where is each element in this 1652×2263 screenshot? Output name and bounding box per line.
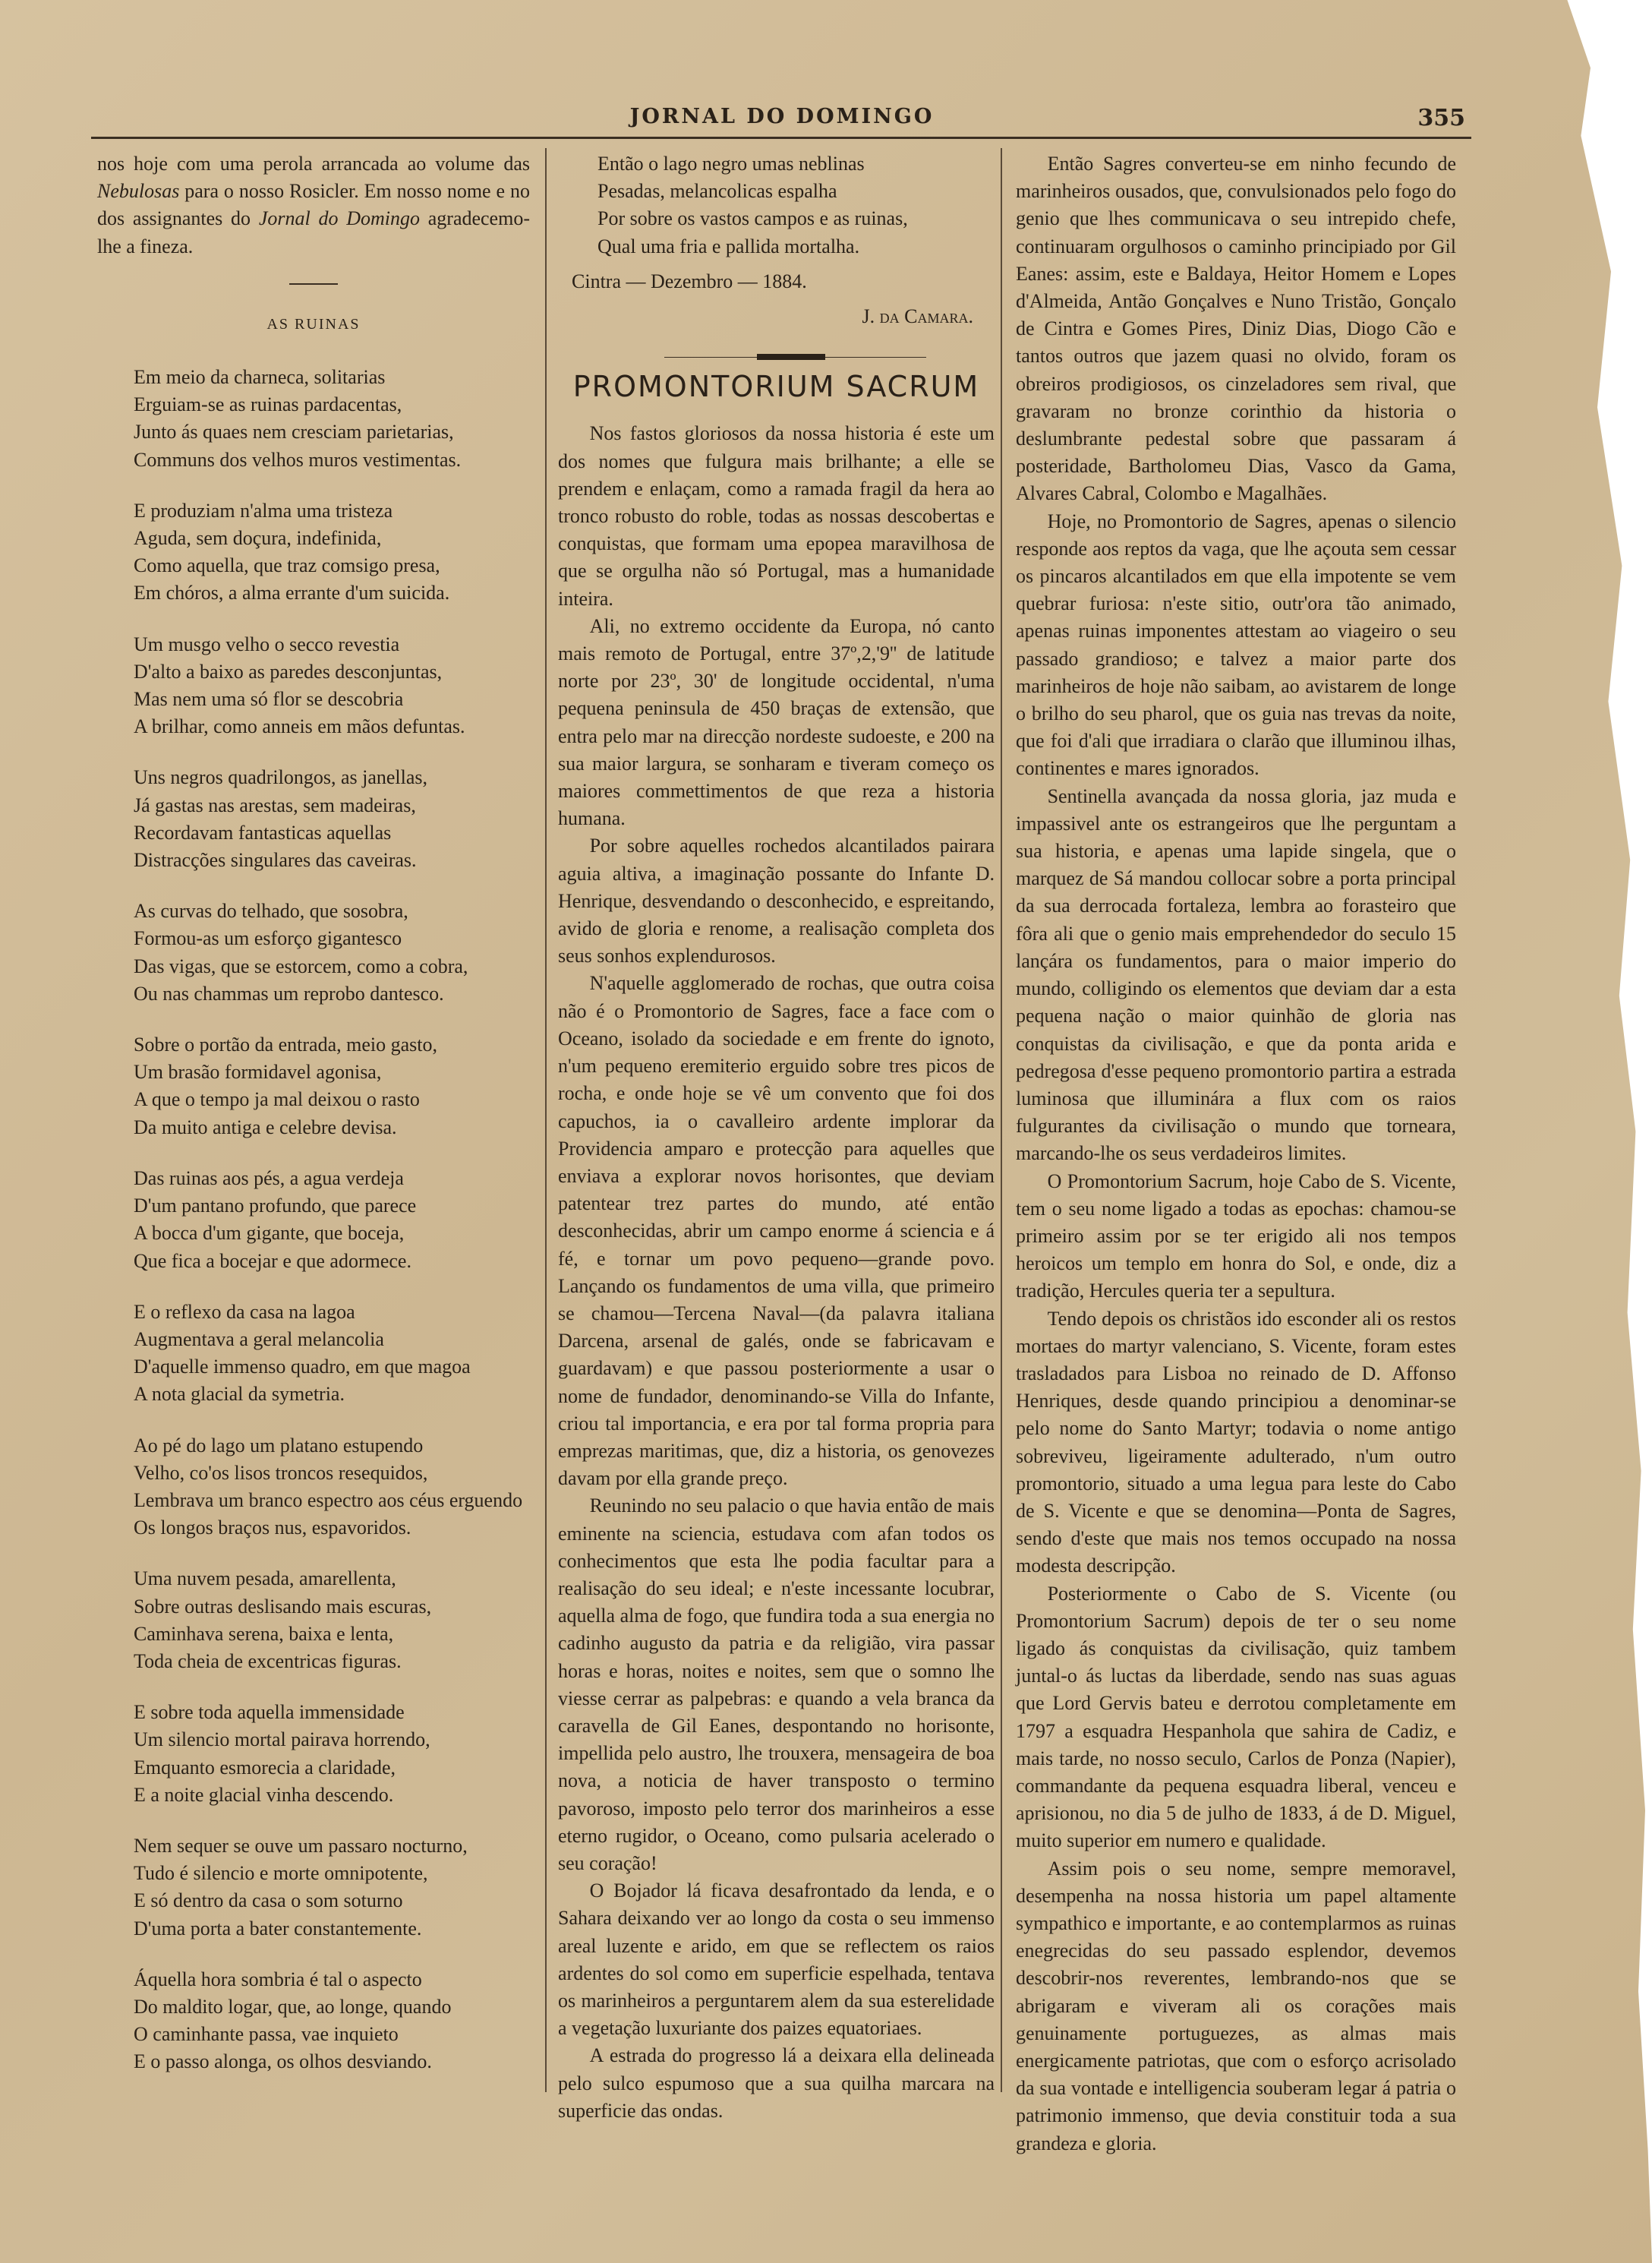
article-paragraph: Assim pois o seu nome, sempre memoravel, desempenha na nossa historia um papel altamente sympathico e importante, e ao contemplarmos as ruinas enegrecidas do seu passado esplendor, devemos descobrir-nos reverentes, lembrando-nos que se abrigaram e viveram ali os corações mais genuinamente portuguezes, as almas mais energicamente patriotas, que com o esforço acrisolado da sua vontade e intelligencia souberam legar á patria o patrimonio immenso, que devia constituir toda a sua grandeza e gloria. [1016, 1857, 1456, 2154]
article-body-1 [558, 420, 995, 2125]
poem-stanza [134, 1699, 530, 1809]
article-paragraph: O Bojador lá ficava desafrontado da lenda, e o Sahara deixando ver ao longo da costa o seu immenso areal luzente e arido, em que se reflectem os raios ardentes do sol como em superficie espelhada, tentava os marinheiros a perguntarem alem da sua esterelidade a vegetação luxuriante dos paizes equatoriaes. [558, 1880, 995, 2040]
poem-line: Um silencio mortal pairava horrendo, [134, 1728, 430, 1751]
poem-line: E o reflexo da casa na lagoa [134, 1300, 355, 1323]
column-1 [97, 150, 530, 2100]
poem-line: Ou nas chammas um reprobo dantesco. [134, 982, 444, 1005]
poem-line: Formou-as um esforço gigantesco [134, 927, 402, 950]
poem-stanza [134, 497, 530, 608]
poem-line: Áquella hora sombria é tal o aspecto [134, 1968, 422, 1990]
poem-stanza [134, 1299, 530, 1409]
poem-line: Como aquella, que traz comsigo presa, [134, 554, 440, 577]
poem-line: O caminhante passa, vae inquieto [134, 2023, 399, 2046]
poem-line: A que o tempo ja mal deixou o rasto [134, 1088, 420, 1111]
poem-date: Cintra — Dezembro — 1884. [572, 270, 807, 292]
poem-line: E o passo alonga, os olhos desviando. [134, 2050, 432, 2073]
poem-line: Communs dos velhos muros vestimentas. [134, 448, 462, 471]
poem-line: Erguiam-se as ruinas pardacentas, [134, 393, 402, 416]
article-paragraph: Tendo depois os christãos ido esconder ali os restos mortaes do martyr valenciano, S. Vicente, foram estes trasladados para Lisboa no reinado de D. Affonso Henriques, desde quando principiou a denominar-se pelo nome do Santo Martyr; todavia o nome antigo sobreviveu, ligeiramente adulterado, n'um outro promontorio, situado a uma legua para leste do Cabo de S. Vicente e que se denomina—Ponta de Sagres, sendo d'este que mais nos temos occupado na nossa modesta descripção. [1016, 1307, 1456, 1577]
poem-stanza [134, 898, 530, 1008]
poem-line: Por sobre os vastos campos e as ruinas, [597, 207, 908, 230]
poem-line: Lembrava um branco espectro aos céus erguendo [134, 1488, 523, 1511]
poem-line: Das vigas, que se estorcem, como a cobra, [134, 955, 468, 977]
poem-line: Velho, co'os lisos troncos resequidos, [134, 1461, 428, 1484]
poem-line: Qual uma fria e pallida mortalha. [597, 235, 860, 257]
poem-line: Aguda, sem doçura, indefinida, [134, 527, 382, 550]
article-paragraph: Ali, no extremo occidente da Europa, nó canto mais remoto de Portugal, entre 37º,2,'9'' de latitude norte por 23º, 30' de longitude occidental, n'uma pequena peninsula de 450 braças de extensão, que entra pelo mar na direcção nordeste sudoeste, e 200 na sua maior largura, se sonharam e tiveram começo os maiores commettimentos de que reza a historia humana. [558, 614, 995, 830]
poem-stanza [134, 364, 530, 474]
poem-line: Ao pé do lago um platano estupendo [134, 1434, 424, 1457]
poem-signature: J. da Camara. [862, 305, 973, 328]
article-paragraph: Então Sagres converteu-se em ninho fecundo de marinheiros ousados, que, convulsionados pelo fogo do genio que lhes communicava o seu intrepido chefe, continuaram orgulhosos o caminho principiado por Gil Eanes: assim, este e Baldaya, Heitor Homem e Lopes d'Almeida, Antão Gonçalves e Nuno Tristão, Gonçalo de Cintra e Gomes Pires, Diniz Dias, Diogo Cão e tantos outros que jazem quasi no olvido, foram os obreiros prodigiosos, os cinzeladores sem rival, que gravaram no bronze corinthio da historia o deslumbrante pedestal sobre que passaram á posteridade, Bartholomeu Dias, Vasco da Gama, Alvares Cabral, Colombo e Magalhães. [1016, 153, 1456, 505]
poem-line: Um brasão formidavel agonisa, [134, 1061, 382, 1084]
poem-line: Já gastas nas arestas, sem madeiras, [134, 794, 416, 816]
poem-line: A nota glacial da symetria. [134, 1383, 345, 1406]
poem-stanzas [97, 364, 530, 2076]
poem-line: A bocca d'um gigante, que boceja, [134, 1222, 405, 1245]
article-paragraph: Nos fastos gloriosos da nossa historia é este um dos nomes que fulgura mais brilhante; a elle se prendem e enlaçam, como a ramada fragil da hera ao tronco robusto do roble, todas as nossas descobertas e conquistas, que formam uma epopea maravilhosa de que se orgulha não só Portugal, mas a humanidade inteira. [558, 422, 995, 610]
poem-line: Sobre outras deslisando mais escuras, [134, 1595, 432, 1618]
poem-stanza [134, 1966, 530, 2076]
poem-line: Das ruinas aos pés, a agua verdeja [134, 1166, 404, 1189]
header-rule [91, 137, 1471, 139]
column-divider-1 [545, 148, 547, 2092]
poem-stanza [134, 1432, 530, 1542]
poem-line: E sobre toda aquella immensidade [134, 1701, 405, 1724]
poem-line: Então o lago negro umas neblinas [597, 153, 865, 175]
poem-line: Uma nuvem pesada, amarellenta, [134, 1567, 396, 1590]
intro-paragraph: nos hoje com uma perola arrancada ao volume das Nebulosas para o nosso Rosicler. Em nosso nome e no dos assignantes do Jornal do Domingo agradecemo-lhe a fineza. [97, 153, 530, 257]
article-paragraph: N'aquelle agglomerado de rochas, que outra coisa não é o Promontorio de Sagres, face a face com o Oceano, isolado da sociedade e em frente do ignoto, n'um pequeno eremiterio erguido sobre tres picos de rocha, e onde hoje se vê um convento que foi dos capuchos, ia o cavalleiro ardente implorar da Providencia amparo e protecção para aquelles que enviava a explorar novos horisontes, que deviam patentear trez partes do mundo, até então desconhecidas, abrir um campo enorme á sciencia e á fé, e tornar um povo pequeno—grande povo. Lançando os fundamentos de uma villa, que primeiro se chamou—Tercena Naval—(da palavra italiana Darcena, arsenal de galés, onde se fabricavam e guardavam) e que passou posteriormente a usar o nome de fundador, denominando-se Villa do Infante, criou tal importancia, e era por tal forma propria para emprezas maritimas, que, diz a historia, os genovezes davam por ella grande preço. [558, 972, 995, 1490]
poem-line: A brilhar, como anneis em mãos defuntas. [134, 715, 465, 738]
page-number: 355 [1417, 105, 1465, 131]
poem-title: AS RUINAS [266, 315, 361, 333]
poem-line: Emquanto esmorecia a claridade, [134, 1756, 396, 1779]
poem-line: Sobre o portão da entrada, meio gasto, [134, 1034, 437, 1056]
poem-line: Caminhava serena, baixa e lenta, [134, 1622, 394, 1645]
poem-line: Um musgo velho o secco revestia [134, 633, 400, 655]
poem-stanza [134, 1565, 530, 1675]
ornament-rule [558, 353, 995, 362]
poem-line: Em chóros, a alma errante d'um suicida. [134, 582, 450, 604]
poem-final-stanza [597, 150, 995, 260]
column-divider-2 [1001, 148, 1002, 2092]
article-heading: PROMONTORIUM SACRUM [572, 370, 980, 404]
poem-line: Recordavam fantasticas aquellas [134, 821, 392, 844]
poem-line: E só dentro da casa o som soturno [134, 1889, 403, 1912]
article-paragraph: Posteriormente o Cabo de S. Vicente (ou Promontorium Sacrum) depois de ter o seu nome ligado ás conquistas da civilisação, quiz tambem juntal-o ás luctas da liberdade, sendo nas suas aguas que Lord Gervis bateu e derrotou completamente em 1797 a esquadra Hespanhola que sahira de Cadiz, e mais tarde, no nosso seculo, Carlos de Ponza (Napier), commandante da pequena esquadra liberal, venceu e aprisionou, no dia 5 de julho de 1833, á de D. Miguel, muito superior em numero e qualidade. [1016, 1582, 1456, 1852]
poem-line: E a noite glacial vinha descendo. [134, 1783, 394, 1806]
article-paragraph: Por sobre aquelles rochedos alcantilados pairara aguia altiva, a imaginação possante do Infante D. Henrique, desvendando o desconhecido, e espreitando, avido de gloria e renome, a realisação completa dos seus sonhos explendurosos. [558, 835, 995, 967]
poem-line: Nem sequer se ouve um passaro nocturno, [134, 1834, 468, 1857]
poem-line: D'uma porta a bater constantemente. [134, 1917, 422, 1939]
article-paragraph: A estrada do progresso lá a deixara ella delineada pelo sulco espumoso que a sua quilha marcara na superficie das ondas. [558, 2044, 995, 2122]
newspaper-title: JORNAL DO DOMINGO [629, 105, 935, 128]
separator-rule [289, 283, 338, 285]
article-paragraph: Sentinella avançada da nossa gloria, jaz muda e impassivel ante os estrangeiros que lhe perguntam a sua historia, e apenas uma lapide singela, que o marquez de Sá mandou collocar sobre a porta principal da sua derrocada fortaleza, lembra ao forasteiro que fôra ali que o genio mais emprehendedor do seculo 15 lançára os fundamentos, para o maior imperio do mundo, colligindo os elementos que deviam dar a esta pequena nação o maior quinhão de gloria nas conquistas da civilisação, e que da ponta arida e pedregosa d'esse pequeno promontorio partira a estrada luminosa que illuminára a flux com os raios fulgurantes da civilisação o mundo que torneara, marcando-lhe os seus verdadeiros limites. [1016, 784, 1456, 1165]
poem-line: Da muito antiga e celebre devisa. [134, 1116, 397, 1138]
poem-line: Do maldito logar, que, ao longe, quando [134, 1995, 452, 2018]
article-paragraph: Reunindo no seu palacio o que havia então de mais eminente na sciencia, estudava com afan todos os conhecimentos que esta lhe podia facultar para a realisação do seu ideal; e n'este incessante locubrar, aquella alma de fogo, que fundira toda a sua energia no cadinho augusto da patria e da religião, vira passar horas e horas, noites e noites, sem que o somno lhe viesse cerrar as palpebras: e quando a vela branca da caravella de Gil Eanes, despontando no horisonte, impellida pelo austro, lhe trouxera, mensageira de boa nova, a noticia de haver transposto o termino pavoroso, imposto pelo terror dos marinheiros a esse eterno rugidor, o Oceano, como pulsaria acelerado o seu coração! [558, 1494, 995, 1874]
poem-stanza [134, 764, 530, 874]
poem-line: Augmentava a geral melancolia [134, 1327, 384, 1350]
page-header [99, 105, 1465, 135]
poem-stanza [134, 1165, 530, 1275]
column-2 [558, 150, 995, 2125]
poem-line: Toda cheia de excentricas figuras. [134, 1649, 402, 1672]
poem-line: D'um pantano profundo, que parece [134, 1195, 417, 1217]
poem-line: Pesadas, melancolicas espalha [597, 180, 837, 203]
poem-line: As curvas do telhado, que sosobra, [134, 900, 408, 923]
poem-line: Que fica a bocejar e que adormece. [134, 1249, 411, 1272]
column-3 [1016, 150, 1456, 2157]
poem-stanza [134, 1832, 530, 1943]
poem-line: Uns negros quadrilongos, as janellas, [134, 766, 428, 789]
poem-line: D'aquelle immenso quadro, em que magoa [134, 1356, 471, 1378]
article-paragraph: Hoje, no Promontorio de Sagres, apenas o silencio responde aos reptos da vaga, que lhe açouta sem cessar os pincaros alcantilados em que ella impotente se vem quebrar furiosa: n'este sitio, outr'ora tão animado, apenas ruinas imponentes attestam ao viageiro o seu passado grandioso; e talvez a maior parte dos marinheiros de hoje não saibam, ao avistarem de longe o brilho do seu pharol, que os guia nas trevas da noite, que foi d'ali que irradiara o clarão que illuminou ilhas, continentes e mares ignorados. [1016, 510, 1456, 780]
poem-line: Tudo é silencio e morte omnipotente, [134, 1862, 428, 1885]
poem-line: D'alto a baixo as paredes desconjuntas, [134, 660, 443, 683]
article-body-2 [1016, 150, 1456, 2157]
poem-line: Junto ás quaes nem cresciam parietarias, [134, 421, 454, 443]
poem-line: Os longos braços nus, espavoridos. [134, 1517, 411, 1539]
poem-line: E produziam n'alma uma tristeza [134, 499, 393, 522]
poem-line: Distracções singulares das caveiras. [134, 849, 417, 872]
poem-line: Mas nem uma só flor se descobria [134, 688, 404, 711]
poem-stanza [134, 631, 530, 741]
article-paragraph: O Promontorium Sacrum, hoje Cabo de S. Vicente, tem o seu nome ligado a todas as epochas: chamou-se primeiro assim por se ter erigido ali nos tempos heroicos um templo em honra do Sol, e onde, diz a tradição, Hercules queria ter a sepultura. [1016, 1169, 1456, 1302]
poem-line: Em meio da charneca, solitarias [134, 366, 386, 389]
poem-stanza [134, 1031, 530, 1141]
